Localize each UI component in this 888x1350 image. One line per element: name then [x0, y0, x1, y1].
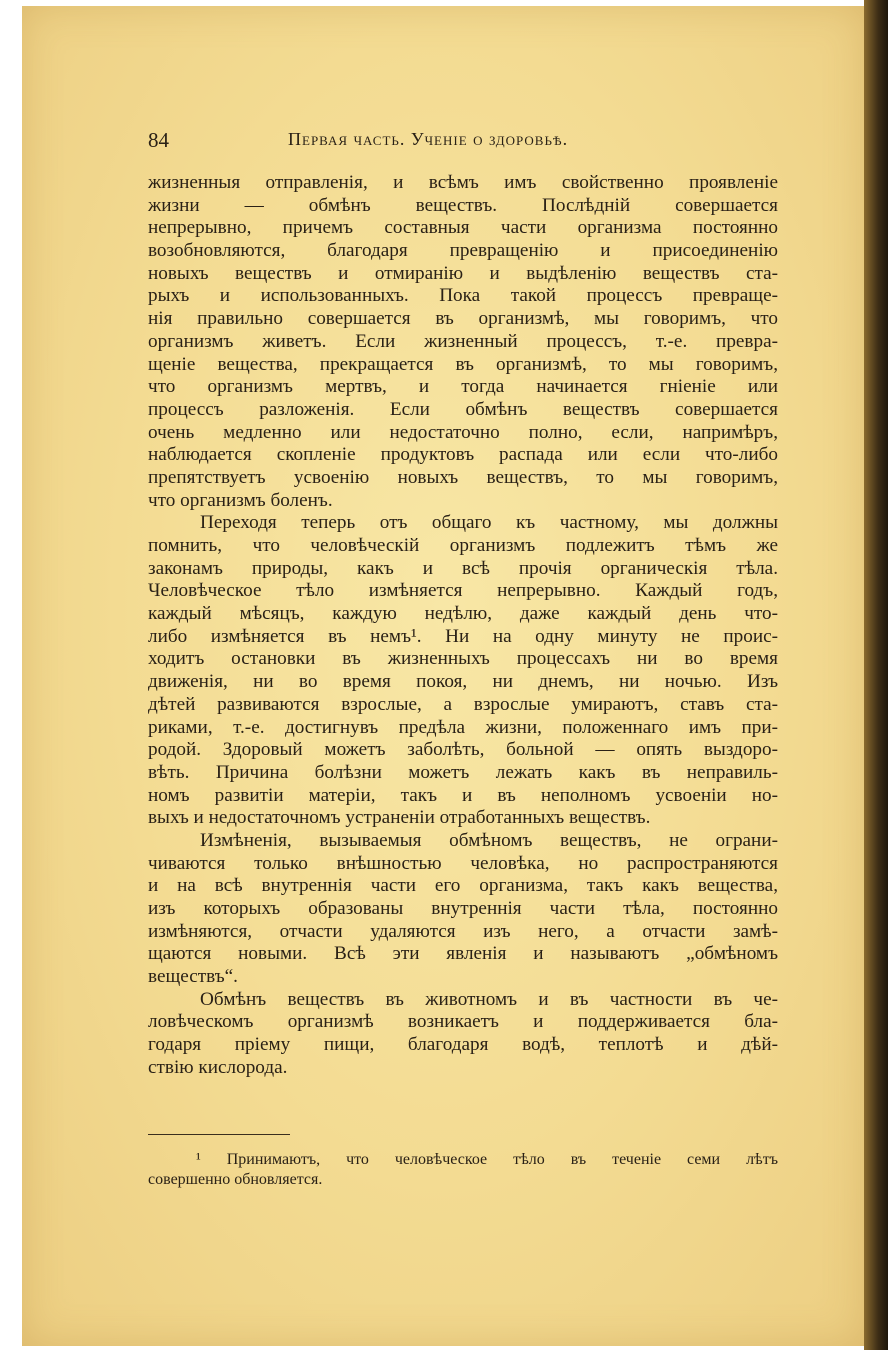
text-line: Обмѣнъ веществъ въ животномъ и въ частности въ че- — [200, 988, 778, 1010]
text-line: нія правильно совершается въ организмѣ, мы говоримъ, что — [148, 308, 778, 330]
text-line: Переходя теперь отъ общаго къ частному, мы должны — [200, 512, 778, 534]
text-line: что организмъ мертвъ, и тогда начинается гніеніе или — [148, 376, 778, 398]
text-line: что организмъ боленъ. — [148, 489, 333, 511]
text-line: ловѣческомъ организмѣ возникаетъ и поддерживается бла- — [148, 1011, 778, 1033]
text-line: веществъ“. — [148, 966, 238, 988]
text-line: наблюдается скопленіе продуктовъ распада или если что-либо — [148, 444, 778, 466]
text-line: рыхъ и использованныхъ. Пока такой процессъ превраще- — [148, 285, 778, 307]
text-line: щеніе вещества, прекращается въ организмѣ, то мы говоримъ, — [148, 353, 778, 375]
page-header — [148, 128, 778, 154]
book-spine-shadow — [864, 0, 888, 1350]
text-line: Измѣненія, вызываемыя обмѣномъ веществъ, не ограни- — [200, 829, 778, 851]
text-line: вѣть. Причина болѣзни можетъ лежать какъ въ неправиль- — [148, 761, 778, 783]
running-head: Первая часть. Ученіе о здоровьѣ. — [288, 129, 569, 149]
text-line: препятствуетъ усвоенію новыхъ веществъ, то мы говоримъ, — [148, 466, 778, 488]
text-line: выхъ и недостаточномъ устраненіи отработанныхъ веществъ. — [148, 807, 651, 829]
text-line: риками, т.-е. достигнувъ предѣла жизни, положеннаго имъ при- — [148, 716, 778, 738]
text-line: родой. Здоровый можетъ заболѣть, больной — опять выздоро- — [148, 739, 778, 761]
page-number: 84 — [148, 128, 169, 152]
text-line: измѣняются, отчасти удаляются изъ него, а отчасти замѣ- — [148, 920, 778, 942]
text-line: ствію кислорода. — [148, 1056, 288, 1078]
text-line: Человѣческое тѣло измѣняется непрерывно. Каждый годъ, — [148, 580, 778, 602]
footnote — [148, 1150, 778, 1190]
text-line: дѣтей развиваются взрослые, а взрослые умираютъ, ставъ ста- — [148, 693, 778, 715]
text-line: организмъ живетъ. Если жизненный процессъ, т.-е. превра- — [148, 330, 778, 352]
text-line: жизненныя отправленія, и всѣмъ имъ свойственно проявленіе — [148, 172, 778, 193]
text-line: очень медленно или недостаточно полно, если, напримѣръ, — [148, 421, 778, 443]
text-line: и на всѣ внутреннія части его организма, такъ какъ вещества, — [148, 875, 778, 897]
footnote-line: ¹ Принимаютъ, что человѣческое тѣло въ теченіе семи лѣтъ — [196, 1151, 778, 1168]
footnote-rule — [148, 1134, 290, 1135]
text-line: помнить, что человѣческій организмъ подлежитъ тѣмъ же — [148, 535, 778, 556]
text-line: каждый мѣсяцъ, каждую недѣлю, даже каждый день что- — [148, 603, 778, 625]
text-line: изъ которыхъ образованы внутреннія части тѣла, постоянно — [148, 898, 778, 919]
text-line: чиваются только внѣшностью человѣка, но распространяются — [148, 852, 778, 874]
text-line: новыхъ веществъ и отмиранію и выдѣленію веществъ ста- — [148, 262, 778, 284]
text-line: процессъ разложенія. Если обмѣнъ веществъ совершается — [148, 398, 778, 420]
text-line: ходитъ остановки въ жизненныхъ процессахъ ни во время — [148, 648, 778, 670]
footnote-line: совершенно обновляется. — [148, 1171, 323, 1188]
text-line: возобновляются, благодаря превращенію и присоединенію — [148, 240, 778, 262]
text-line: номъ развитіи матеріи, такъ и въ неполномъ усвоеніи но- — [148, 784, 778, 806]
text-line: жизни — обмѣнъ веществъ. Послѣдній совершается — [148, 194, 778, 216]
text-line: непрерывно, причемъ составныя части организма постоянно — [148, 217, 778, 239]
text-line: годаря пріему пищи, благодаря водѣ, теплотѣ и дѣй- — [148, 1034, 778, 1056]
text-line: законамъ природы, какъ и всѣ прочія органическія тѣла. — [148, 557, 778, 579]
text-line: либо измѣняется въ немъ¹. Ни на одну минуту не проис- — [148, 625, 778, 647]
text-line: щаются новыми. Всѣ эти явленія и называютъ „обмѣномъ — [148, 943, 778, 965]
text-line: движенія, ни во время покоя, ни днемъ, ни ночью. Изъ — [148, 671, 778, 693]
body-text — [148, 172, 778, 1080]
